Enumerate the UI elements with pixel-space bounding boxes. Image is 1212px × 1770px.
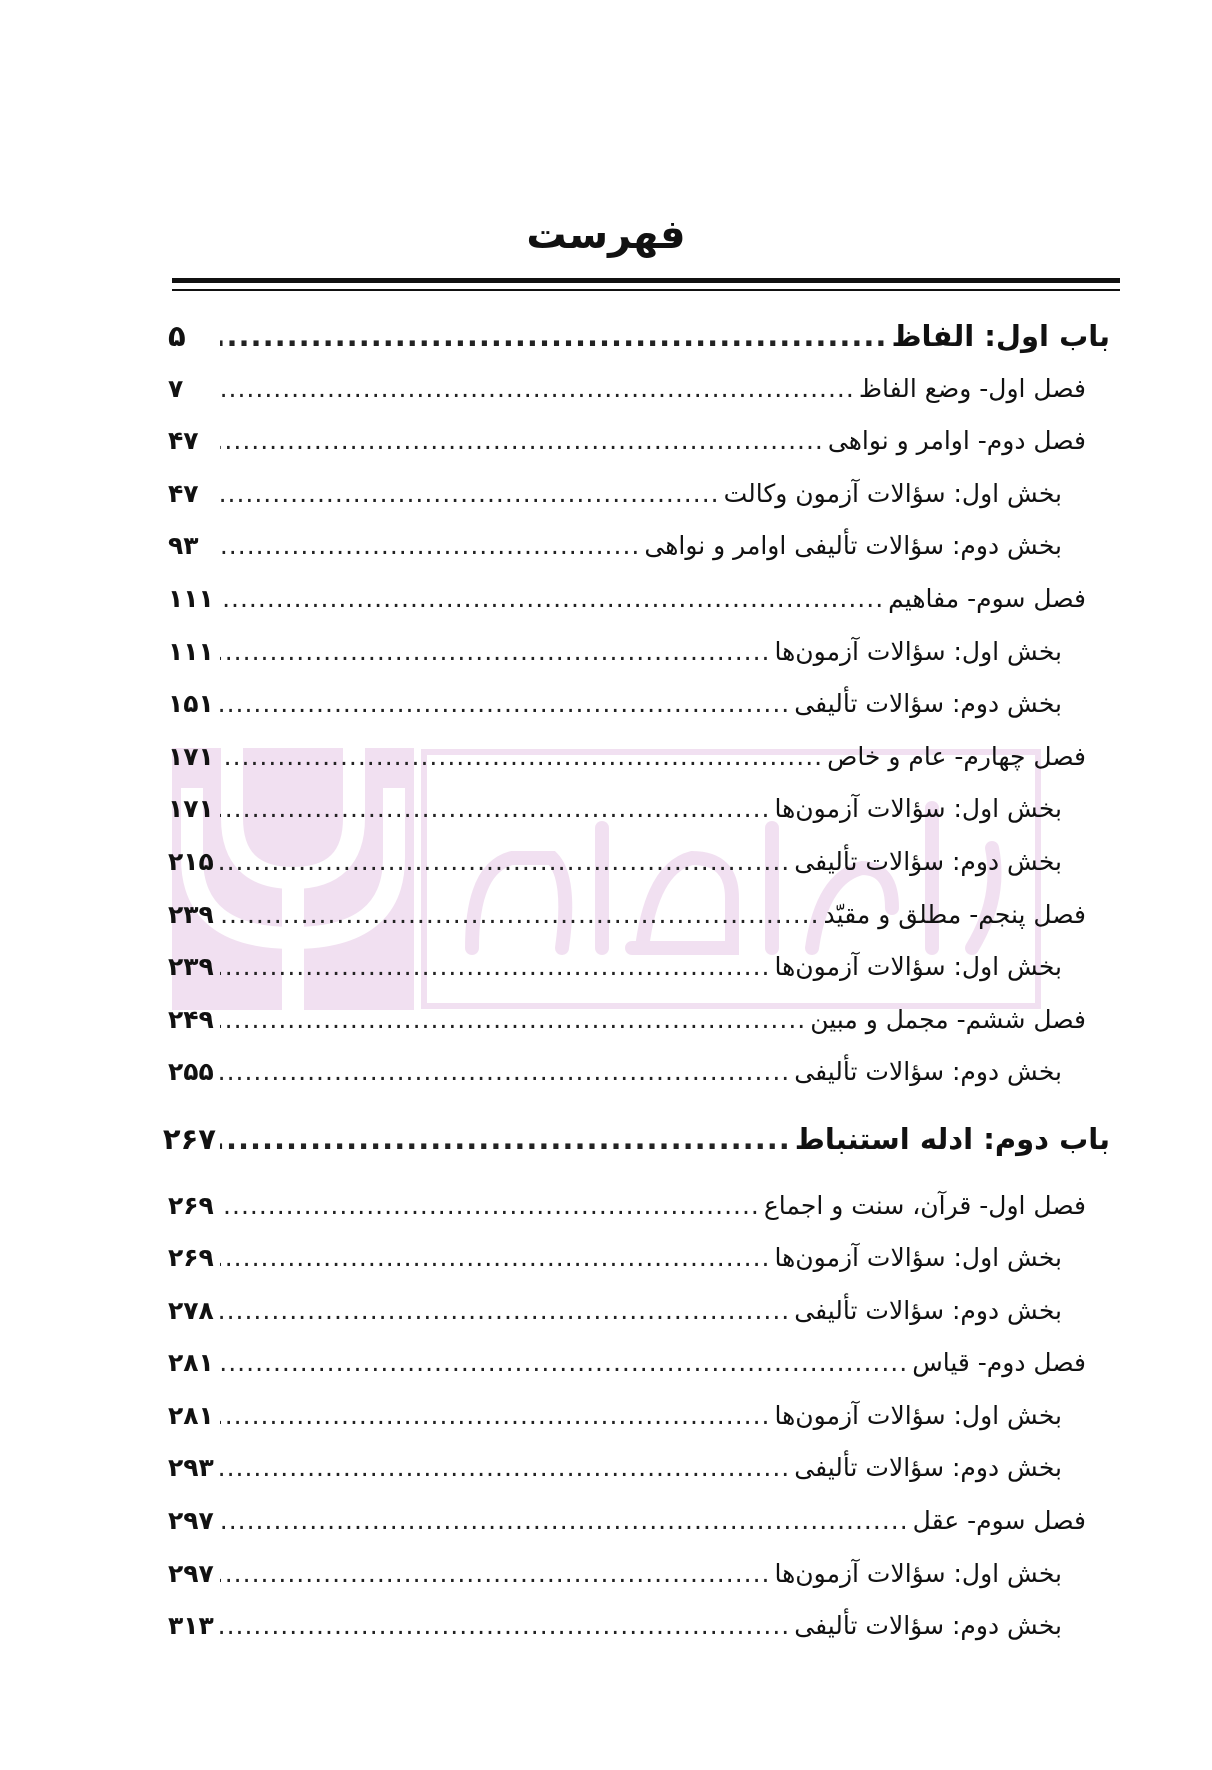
toc-entry (168, 1548, 1110, 1601)
toc-leader-dots (220, 889, 820, 941)
toc-entry (168, 363, 1110, 416)
toc-entry-label: بخش اول: سؤالات آزمون‌ها (774, 952, 1062, 982)
toc-entry-label: بخش اول: سؤالات آزمون وکالت (723, 478, 1062, 508)
toc-entry-label: بخش دوم: سؤالات تألیفی (794, 689, 1062, 719)
toc-entry-label: فصل سوم- مفاهیم (888, 583, 1086, 613)
toc-entry-label: بخش دوم: سؤالات تألیفی اوامر و نواهی (644, 531, 1062, 561)
toc-page-number: ۱۱۱ (168, 583, 214, 613)
toc-leader-dots (220, 994, 806, 1046)
toc-entry-label: فصل اول- وضع الفاظ (858, 373, 1086, 403)
toc-entry-label: بخش دوم: سؤالات تألیفی (794, 1453, 1062, 1483)
toc-entry (168, 783, 1110, 836)
toc-leader-dots (220, 1113, 791, 1165)
toc-page-number: ۲۵۵ (168, 1057, 214, 1087)
toc-entry-label: بخش دوم: سؤالات تألیفی (794, 1611, 1062, 1641)
toc-entry-label: فصل اول- قرآن، سنت و اجماع (763, 1190, 1086, 1220)
toc-leader-dots (220, 415, 824, 467)
toc-entry-label: فصل دوم- اوامر و نواهی (827, 426, 1086, 456)
toc-part-title: باب اول: الفاظ (891, 319, 1110, 353)
toc-leader-dots (220, 1442, 790, 1494)
toc-entry-label: فصل چهارم- عام و خاص (827, 741, 1086, 771)
toc-entry-label: فصل سوم- عقل (912, 1506, 1086, 1536)
toc-leader-dots (220, 1600, 790, 1652)
toc-page-number: ۲۸۱ (168, 1400, 214, 1430)
toc-entry (168, 1337, 1110, 1390)
toc-page-number: ۲۶۷ (162, 1121, 216, 1156)
toc-entry (168, 1180, 1110, 1233)
toc-entry (168, 573, 1110, 626)
toc-leader-dots (220, 731, 823, 783)
toc-entry-label: بخش اول: سؤالات آزمون‌ها (774, 794, 1062, 824)
toc-page-number: ۳۱۳ (168, 1611, 214, 1641)
page-title: فهرست (526, 212, 686, 258)
toc-entry (168, 731, 1110, 784)
section-gap (168, 1099, 1110, 1113)
toc-entry (168, 941, 1110, 994)
toc-leader-dots (220, 783, 771, 835)
toc-part-2 (162, 1113, 1110, 1166)
toc-page-number: ۵ (168, 319, 186, 353)
table-of-contents (162, 310, 1110, 1653)
toc-page-number: ۱۷۱ (168, 741, 214, 771)
toc-entry (168, 1600, 1110, 1653)
toc-page-number: ۲۶۹ (168, 1190, 214, 1220)
title-rule-thin (172, 289, 1120, 291)
toc-entry-label: فصل دوم- قیاس (912, 1348, 1086, 1378)
toc-leader-dots (220, 310, 887, 362)
toc-page-number: ۲۳۹ (168, 952, 214, 982)
toc-page-number: ۲۹۷ (168, 1558, 214, 1588)
toc-page-number: ۹۳ (168, 531, 199, 561)
toc-page-number: ۲۹۷ (168, 1506, 214, 1536)
toc-page-number: ۲۴۹ (168, 1004, 214, 1034)
toc-page-number: ۲۸۱ (168, 1348, 214, 1378)
toc-page-number: ۴۷ (168, 478, 199, 508)
toc-leader-dots (220, 1046, 790, 1098)
toc-entry (168, 836, 1110, 889)
toc-leader-dots (220, 468, 720, 520)
toc-entry-label: بخش دوم: سؤالات تألیفی (794, 1057, 1062, 1087)
toc-leader-dots (220, 941, 771, 993)
toc-entry-label: بخش اول: سؤالات آزمون‌ها (774, 1400, 1062, 1430)
toc-entry (168, 1442, 1110, 1495)
toc-entry-label: بخش اول: سؤالات آزمون‌ها (774, 1558, 1062, 1588)
toc-entry-label: فصل ششم- مجمل و مبین (810, 1004, 1086, 1034)
toc-page-number: ۲۶۹ (168, 1243, 214, 1273)
toc-leader-dots (220, 1232, 771, 1284)
toc-entry (168, 626, 1110, 679)
toc-leader-dots (220, 626, 771, 678)
toc-entry (168, 1232, 1110, 1285)
toc-part-1 (168, 310, 1110, 363)
toc-page-number: ۲۷۸ (168, 1295, 214, 1325)
toc-leader-dots (220, 1337, 908, 1389)
toc-page-number: ۷ (168, 373, 184, 403)
toc-leader-dots (220, 1180, 760, 1232)
toc-leader-dots (220, 520, 640, 572)
toc-entry (168, 1046, 1110, 1099)
section-gap (168, 1166, 1110, 1180)
toc-leader-dots (220, 573, 884, 625)
toc-leader-dots (220, 1285, 790, 1337)
toc-part-title: باب دوم: ادله استنباط (794, 1121, 1110, 1156)
toc-entry (168, 1495, 1110, 1548)
toc-page-number: ۱۵۱ (168, 689, 214, 719)
toc-leader-dots (220, 1390, 771, 1442)
toc-page-number: ۱۷۱ (168, 794, 214, 824)
toc-entry (168, 520, 1110, 573)
toc-entry (168, 994, 1110, 1047)
toc-entry (168, 468, 1110, 521)
toc-entry (168, 1390, 1110, 1443)
toc-leader-dots (220, 1548, 771, 1600)
toc-page-number: ۲۹۳ (168, 1453, 214, 1483)
toc-entry-label: بخش اول: سؤالات آزمون‌ها (774, 636, 1062, 666)
toc-entry-label: بخش دوم: سؤالات تألیفی (794, 846, 1062, 876)
toc-leader-dots (220, 1495, 909, 1547)
toc-entry-label: بخش دوم: سؤالات تألیفی (794, 1295, 1062, 1325)
toc-page-number: ۲۳۹ (168, 899, 214, 929)
toc-entry (168, 1285, 1110, 1338)
toc-leader-dots (220, 678, 790, 730)
toc-leader-dots (220, 363, 855, 415)
toc-page-number: ۲۱۵ (168, 846, 214, 876)
title-rule-thick (172, 278, 1120, 283)
toc-entry-label: بخش اول: سؤالات آزمون‌ها (774, 1243, 1062, 1273)
toc-entry (168, 889, 1110, 942)
toc-entry (168, 415, 1110, 468)
toc-entry (168, 678, 1110, 731)
toc-entry-label: فصل پنجم- مطلق و مقیّد (823, 899, 1086, 929)
toc-page-number: ۴۷ (168, 426, 199, 456)
toc-page-number: ۱۱۱ (168, 636, 214, 666)
toc-leader-dots (220, 836, 790, 888)
